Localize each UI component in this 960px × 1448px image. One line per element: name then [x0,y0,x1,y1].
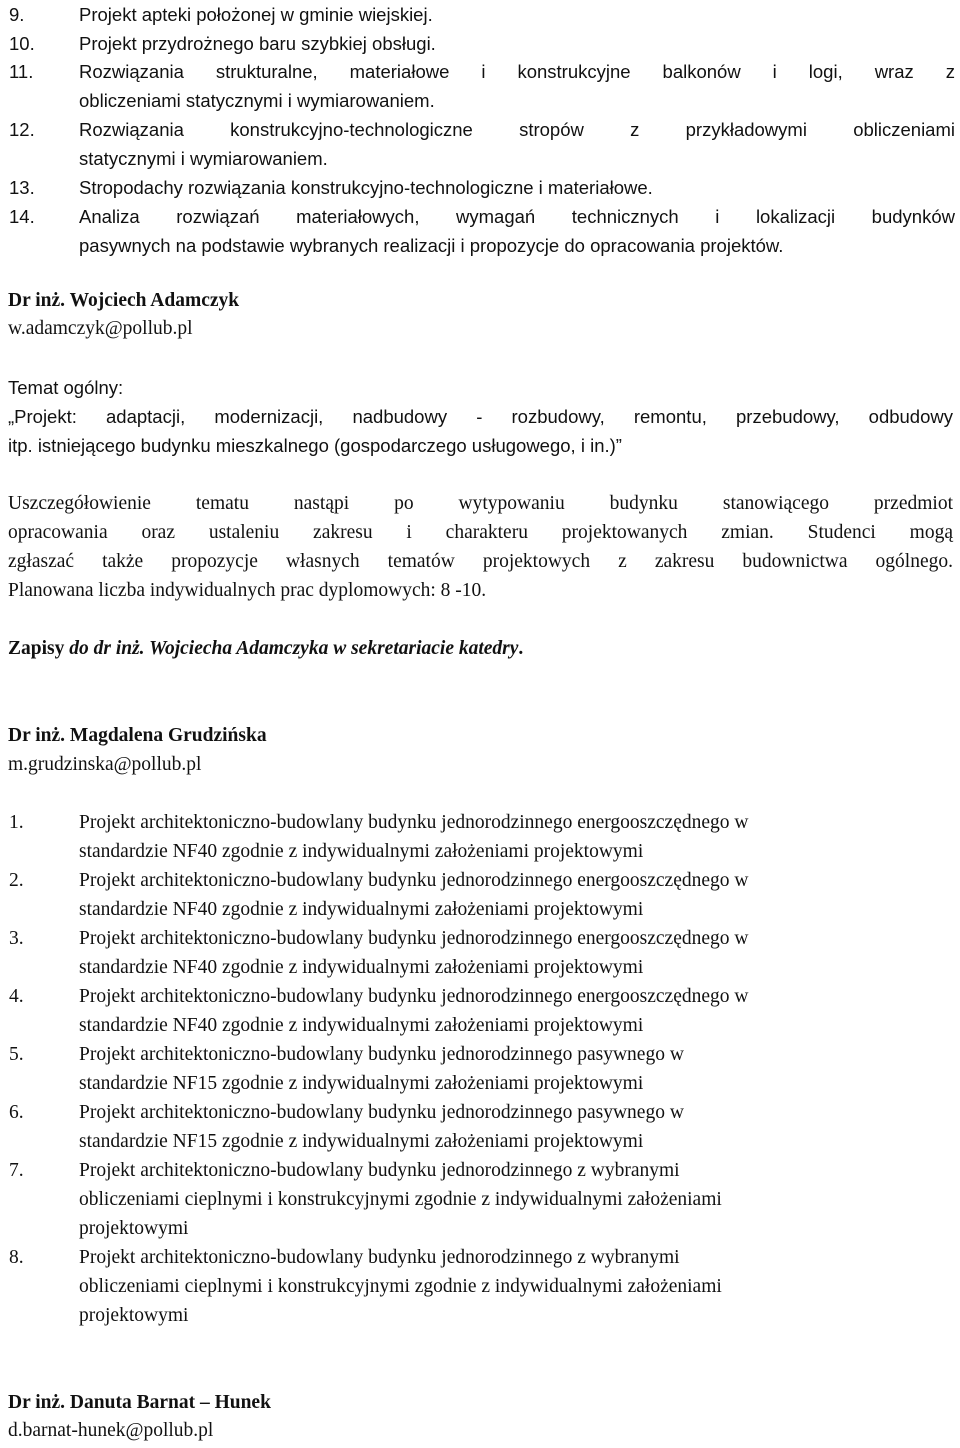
supervisor-name: Dr inż. Danuta Barnat – Hunek [8,1392,271,1413]
list-number: 9. [9,4,25,25]
list-item-continuation: standardzie NF40 zgodnie z indywidualnymi założeniami projektowymi [79,957,644,978]
enrollment-note [8,634,953,663]
list-item-continuation: standardzie NF40 zgodnie z indywidualnymi założeniami projektowymi [79,841,644,862]
list-item: Analiza rozwiązań materiałowych, wymagań technicznych i lokalizacji budynków [79,206,955,227]
list-item: Projekt architektoniczno-budowlany budynku jednorodzinnego z wybranymi [79,1247,680,1268]
list-item-continuation: standardzie NF15 zgodnie z indywidualnymi założeniami projektowymi [79,1131,644,1152]
list-item: Projekt architektoniczno-budowlany budynku jednorodzinnego pasywnego w [79,1044,684,1065]
list-number: 8. [9,1247,24,1268]
list-number: 3. [9,928,24,949]
list-item: Rozwiązania konstrukcyjno-technologiczne stropów z przykładowymi obliczeniami [79,119,955,140]
list-item-continuation: standardzie NF40 zgodnie z indywidualnymi założeniami projektowymi [79,899,644,920]
description-text: Uszczegółowienie tematu nastąpi po wytypowaniu budynku stanowiącego przedmiot [8,493,953,514]
list-item-continuation: pasywnych na podstawie wybranych realizacji i propozycje do opracowania projektów. [79,235,784,256]
list-item: Projekt apteki położonej w gminie wiejskiej. [79,4,433,25]
list-item: Projekt architektoniczno-budowlany budynku jednorodzinnego energooszczędnego w [79,986,749,1007]
enrollment-note-italic: do dr inż. Wojciecha Adamczyka w sekretariacie katedry [64,638,519,659]
list-item: Projekt architektoniczno-budowlany budynku jednorodzinnego energooszczędnego w [79,928,749,949]
list-item: Projekt architektoniczno-budowlany budynku jednorodzinnego pasywnego w [79,1102,684,1123]
list-item-continuation: obliczeniami statycznymi i wymiarowaniem. [79,90,435,111]
list-number: 6. [9,1102,24,1123]
list-item-continuation: obliczeniami cieplnymi i konstrukcyjnymi zgodnie z indywidualnymi założeniami [79,1189,722,1210]
list-item: Projekt architektoniczno-budowlany budynku jednorodzinnego z wybranymi [79,1160,680,1181]
topic-label: Temat ogólny: [8,377,124,398]
list-item: Stropodachy rozwiązania konstrukcyjno-technologiczne i materiałowe. [79,177,653,198]
supervisor-name: Dr inż. Wojciech Adamczyk [8,290,240,311]
supervisor-name: Dr inż. Magdalena Grudzińska [8,725,267,746]
list-number: 13. [9,177,35,198]
list-number: 4. [9,986,24,1007]
list-number: 1. [9,812,24,833]
list-number: 11. [9,61,34,82]
list-item-continuation: obliczeniami cieplnymi i konstrukcyjnymi zgodnie z indywidualnymi założeniami [79,1276,722,1297]
list-item-continuation: standardzie NF40 zgodnie z indywidualnymi założeniami projektowymi [79,1015,644,1036]
enrollment-note-end: . [518,638,524,659]
supervisor-email: m.grudzinska@pollub.pl [8,754,202,775]
list-item-continuation: projektowymi [79,1305,189,1326]
topic-text: „Projekt: adaptacji, modernizacji, nadbudowy - rozbudowy, remontu, przebudowy, odbudowy [8,406,953,427]
list-number: 5. [9,1044,24,1065]
list-number: 2. [9,870,24,891]
topic-text-continuation: itp. istniejącego budynku mieszkalnego (gospodarczego usługowego, i in.)” [8,435,622,456]
enrollment-note-bold: Zapisy [8,638,65,659]
description-text: opracowania oraz ustaleniu zakresu i charakteru projektowanych zmian. Studenci mogą [8,522,953,543]
supervisor-email: w.adamczyk@pollub.pl [8,318,193,339]
list-item-continuation: statycznymi i wymiarowaniem. [79,148,328,169]
description-text: zgłaszać także propozycje własnych tematów projektowych z zakresu budownictwa ogólnego. [8,551,953,572]
list-number: 10. [9,33,35,54]
list-item: Projekt architektoniczno-budowlany budynku jednorodzinnego energooszczędnego w [79,812,749,833]
list-number: 12. [9,119,35,140]
list-number: 7. [9,1160,24,1181]
list-item: Projekt architektoniczno-budowlany budynku jednorodzinnego energooszczędnego w [79,870,749,891]
description-text: Planowana liczba indywidualnych prac dyplomowych: 8 -10. [8,580,487,601]
list-number: 14. [9,206,35,227]
supervisor-email: d.barnat-hunek@pollub.pl [8,1420,214,1441]
list-item-continuation: standardzie NF15 zgodnie z indywidualnymi założeniami projektowymi [79,1073,644,1094]
list-item: Rozwiązania strukturalne, materiałowe i konstrukcyjne balkonów i logi, wraz z [79,61,955,82]
list-item-continuation: projektowymi [79,1218,189,1239]
list-item: Projekt przydrożnego baru szybkiej obsługi. [79,33,436,54]
